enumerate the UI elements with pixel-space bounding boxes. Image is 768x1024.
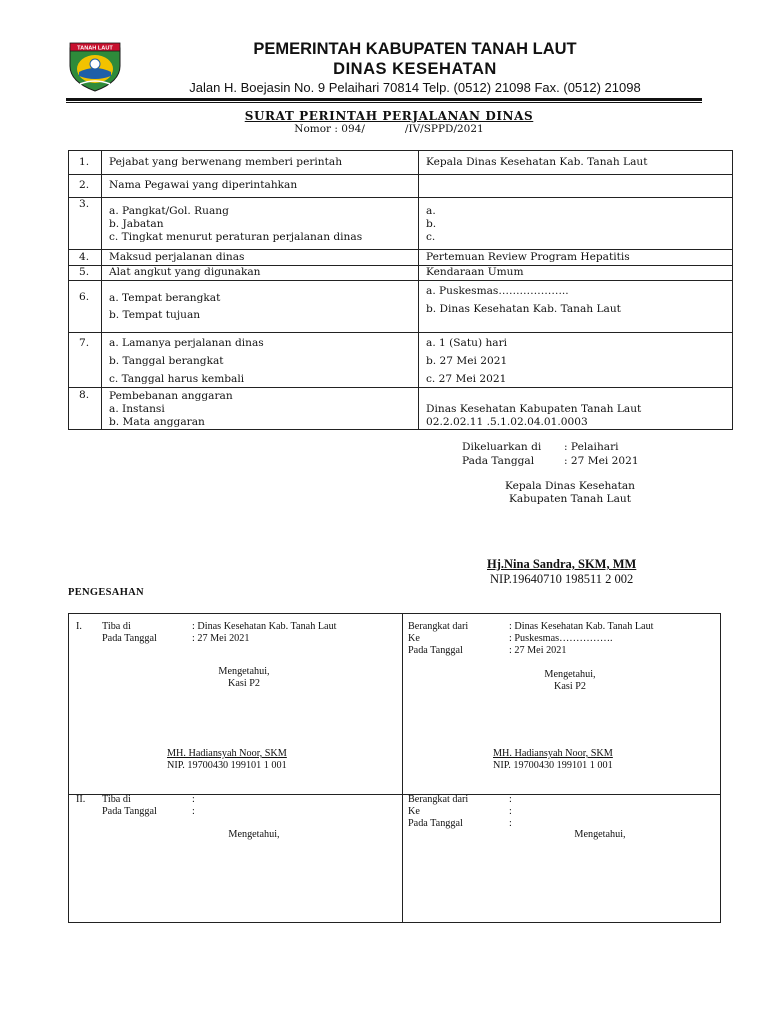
row-label: a. Pangkat/Gol. Ruang (109, 205, 229, 217)
official-position: Kasi P2 (228, 678, 260, 689)
row-number: 2. (79, 179, 90, 191)
row-label: a. Lamanya perjalanan dinas (109, 337, 264, 349)
signer-name: Hj.Nina Sandra, SKM, MM (487, 557, 637, 571)
arrival-date-value: : (192, 806, 195, 817)
row-label: a. Tempat berangkat (109, 292, 221, 304)
row-label: Alat angkut yang digunakan (109, 266, 261, 278)
office-line: DINAS KESEHATAN (333, 60, 497, 78)
pengesahan-heading: PENGESAHAN (68, 587, 144, 598)
row-label: c. Tingkat menurut peraturan perjalanan dinas (109, 231, 363, 243)
acknowledged-label: Mengetahui, (544, 669, 596, 680)
row-label: Nama Pegawai yang diperintahkan (109, 179, 298, 191)
departure-label: Berangkat dari (408, 794, 469, 805)
destination-value: : Puskesmas……………. (509, 633, 613, 644)
agency-line: PEMERINTAH KABUPATEN TANAH LAUT (253, 40, 577, 58)
row-number: 6. (79, 291, 90, 303)
arrival-date-value: : 27 Mei 2021 (192, 633, 250, 644)
row-value: a. 1 (Satu) hari (426, 337, 508, 349)
departure-date-label: Pada Tanggal (408, 818, 463, 829)
row-value: Pertemuan Review Program Hepatitis (426, 251, 630, 263)
arrival-value: : (192, 794, 195, 805)
official-position: Kasi P2 (554, 681, 586, 692)
row-label: b. Jabatan (109, 218, 164, 230)
issued-place-label: Dikeluarkan di (462, 441, 542, 453)
address-line: Jalan H. Boejasin No. 9 Pelaihari 70814 Telp. (0512) 21098 Fax. (0512) 21098 (189, 80, 641, 95)
row-value: b. Dinas Kesehatan Kab. Tanah Laut (426, 303, 621, 315)
official-name: MH. Hadiansyah Noor, SKM (167, 748, 287, 759)
svg-text:TANAH LAUT: TANAH LAUT (77, 45, 113, 52)
row-label: b. Tanggal berangkat (109, 355, 224, 367)
arrival-date-label: Pada Tanggal (102, 633, 157, 644)
row-value: Dinas Kesehatan Kabupaten Tanah Laut (426, 403, 642, 415)
arrival-value: : Dinas Kesehatan Kab. Tanah Laut (192, 621, 337, 632)
row-label: a. Instansi (109, 403, 165, 415)
row-value: 02.2.02.11 .5.1.02.04.01.0003 (426, 416, 588, 428)
row-label: Pembebanan anggaran (109, 390, 233, 402)
acknowledged-label: Mengetahui, (218, 666, 270, 677)
row-number: 8. (79, 389, 90, 401)
row-number: 4. (79, 251, 90, 263)
letterhead-rule-thin (66, 102, 702, 103)
row-value: a. Puskesmas……………….. (426, 285, 569, 297)
row-number: 5. (79, 266, 90, 278)
departure-date-label: Pada Tanggal (408, 645, 463, 656)
acknowledged-label: Mengetahui, (228, 829, 280, 840)
arrival-label: Tiba di (102, 794, 131, 805)
destination-value: : (509, 806, 512, 817)
destination-label: Ke (408, 806, 420, 817)
destination-label: Ke (408, 633, 420, 644)
official-name: MH. Hadiansyah Noor, SKM (493, 748, 613, 759)
document-number: Nomor : 094/ /IV/SPPD/2021 (294, 123, 484, 135)
issued-place-value: : Pelaihari (564, 441, 619, 453)
signer-office: Kabupaten Tanah Laut (509, 493, 631, 505)
row-label: b. Mata anggaran (109, 416, 205, 428)
issued-date-value: : 27 Mei 2021 (564, 455, 639, 467)
row-value: Kendaraan Umum (426, 266, 524, 278)
pengesahan-table (68, 613, 721, 923)
issued-date-label: Pada Tanggal (462, 455, 535, 467)
official-nip: NIP. 19700430 199101 1 001 (493, 760, 613, 771)
departure-value: : (509, 794, 512, 805)
row-label: Maksud perjalanan dinas (109, 251, 245, 263)
row-value: b. 27 Mei 2021 (426, 355, 508, 367)
letterhead-rule (66, 98, 702, 101)
row-number: 1. (79, 156, 90, 168)
tanah-laut-emblem (66, 42, 124, 92)
section-number: I. (76, 621, 82, 632)
departure-date-value: : (509, 818, 512, 829)
row-number: 3. (79, 198, 90, 210)
section-number: II. (76, 794, 86, 805)
row-value: b. (426, 218, 437, 230)
row-label: c. Tanggal harus kembali (109, 373, 245, 385)
signer-nip: NIP.19640710 198511 2 002 (490, 572, 634, 586)
row-label: Pejabat yang berwenang memberi perintah (109, 156, 343, 168)
document-title: SURAT PERINTAH PERJALANAN DINAS (244, 109, 534, 123)
acknowledged-label: Mengetahui, (574, 829, 626, 840)
row-label: b. Tempat tujuan (109, 309, 201, 321)
arrival-date-label: Pada Tanggal (102, 806, 157, 817)
departure-label: Berangkat dari (408, 621, 469, 632)
row-value: c. (426, 231, 436, 243)
row-value: Kepala Dinas Kesehatan Kab. Tanah Laut (426, 156, 648, 168)
signer-position: Kepala Dinas Kesehatan (504, 480, 636, 492)
arrival-label: Tiba di (102, 621, 131, 632)
row-value: a. (426, 205, 436, 217)
official-nip: NIP. 19700430 199101 1 001 (167, 760, 287, 771)
row-number: 7. (79, 337, 90, 349)
row-value: c. 27 Mei 2021 (426, 373, 507, 385)
sppd-table (68, 150, 733, 430)
departure-date-value: : 27 Mei 2021 (509, 645, 567, 656)
departure-value: : Dinas Kesehatan Kab. Tanah Laut (509, 621, 654, 632)
